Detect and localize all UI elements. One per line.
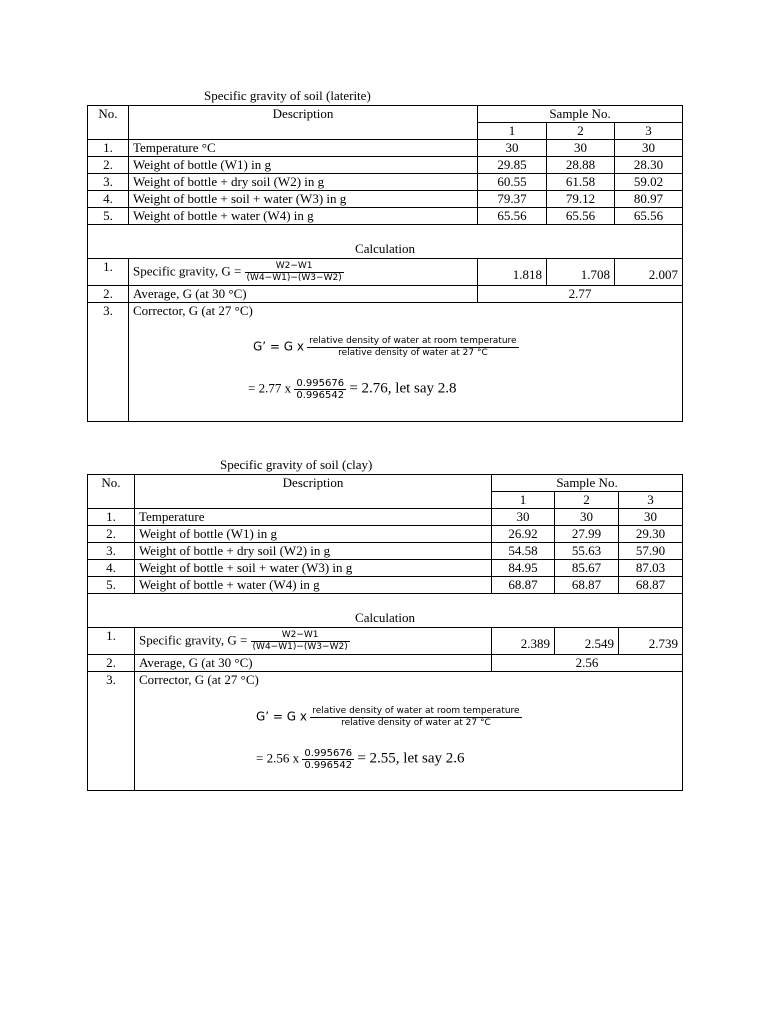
calc-row <box>88 628 683 655</box>
fraction-denominator: (W4−W1)−(W3−W2) <box>252 641 348 652</box>
row-value-2: 28.88 <box>547 157 615 174</box>
density-ratio-fraction <box>307 336 518 359</box>
calc-no: 1. <box>88 259 129 286</box>
table-row <box>88 208 683 225</box>
header-sample-2: 2 <box>547 123 615 140</box>
row-value-3: 30 <box>615 140 683 157</box>
calc-no: 3. <box>88 303 129 422</box>
row-no: 1. <box>88 509 135 526</box>
calc-label: Specific gravity, G = <box>139 631 248 647</box>
calc-row <box>88 672 683 791</box>
table-title: Specific gravity of soil (laterite) <box>204 88 371 103</box>
fraction-numerator: 0.995676 <box>304 748 353 759</box>
row-no: 2. <box>88 157 129 174</box>
specific-gravity-formula <box>135 628 492 655</box>
row-description: Weight of bottle + water (W4) in g <box>129 208 478 225</box>
fraction-denominator: relative density of water at 27 °C <box>338 348 488 358</box>
gravity-value-1: 2.389 <box>492 628 555 655</box>
formula-lhs: G’ = G x <box>256 709 308 724</box>
header-sample-no: Sample No. <box>492 475 683 492</box>
average-value: 2.77 <box>478 286 683 303</box>
calc-row <box>88 259 683 286</box>
row-description: Temperature °C <box>129 140 478 157</box>
row-value-2: 30 <box>555 509 619 526</box>
row-description: Weight of bottle + soil + water (W3) in g <box>129 191 478 208</box>
fraction-numerator: relative density of water at room temperature <box>309 336 517 346</box>
gravity-value-3: 2.739 <box>619 628 683 655</box>
calc-no: 2. <box>88 655 135 672</box>
row-value-2: 30 <box>547 140 615 157</box>
header-sample-3: 3 <box>619 492 683 509</box>
corrector-label: Corrector, G (at 27 °C) <box>135 672 683 791</box>
row-value-2: 68.87 <box>555 577 619 594</box>
result-prefix: = 2.56 x <box>256 750 300 766</box>
corrector-formula <box>253 336 519 359</box>
average-value: 2.56 <box>492 655 683 672</box>
table-row <box>88 157 683 174</box>
row-value-3: 28.30 <box>615 157 683 174</box>
result-value: = 2.55, let say 2.6 <box>357 750 465 767</box>
header-sample-1: 1 <box>478 123 547 140</box>
row-value-3: 57.90 <box>619 543 683 560</box>
row-description: Temperature <box>135 509 492 526</box>
table-row <box>88 140 683 157</box>
calc-row <box>88 303 683 422</box>
gravity-value-2: 1.708 <box>547 259 615 286</box>
row-value-1: 84.95 <box>492 560 555 577</box>
table-title: Specific gravity of soil (clay) <box>220 457 373 472</box>
row-value-3: 80.97 <box>615 191 683 208</box>
calculation-heading: Calculation <box>88 225 683 259</box>
row-value-1: 29.85 <box>478 157 547 174</box>
header-no: No. <box>88 475 135 509</box>
row-description: Weight of bottle + water (W4) in g <box>135 577 492 594</box>
row-description: Weight of bottle (W1) in g <box>129 157 478 174</box>
fraction-denominator: (W4−W1)−(W3−W2) <box>246 272 342 283</box>
fraction-denominator: relative density of water at 27 °C <box>341 718 491 728</box>
result-prefix: = 2.77 x <box>248 380 292 396</box>
formula-lhs: G’ = G x <box>253 339 305 354</box>
table-row <box>88 560 683 577</box>
row-value-2: 85.67 <box>555 560 619 577</box>
header-no: No. <box>88 106 129 140</box>
fraction-denominator: 0.996542 <box>304 760 353 771</box>
row-value-2: 61.58 <box>547 174 615 191</box>
table-row <box>88 577 683 594</box>
table-row <box>88 191 683 208</box>
row-no: 5. <box>88 577 135 594</box>
corrector-result <box>256 748 465 771</box>
row-value-2: 27.99 <box>555 526 619 543</box>
header-sample-1: 1 <box>492 492 555 509</box>
row-no: 4. <box>88 191 129 208</box>
row-value-2: 65.56 <box>547 208 615 225</box>
table-row <box>88 543 683 560</box>
table-row <box>88 174 683 191</box>
calc-row <box>88 655 683 672</box>
row-value-1: 79.37 <box>478 191 547 208</box>
calc-no: 2. <box>88 286 129 303</box>
corrector-result <box>248 378 457 401</box>
calc-no: 3. <box>88 672 135 791</box>
calc-label: Average, G (at 30 °C) <box>135 655 492 672</box>
table-row <box>88 526 683 543</box>
calc-no: 1. <box>88 628 135 655</box>
specific-gravity-formula <box>129 259 478 286</box>
calc-label: Specific gravity, G = <box>133 262 242 278</box>
row-value-1: 30 <box>478 140 547 157</box>
header-sample-2: 2 <box>555 492 619 509</box>
row-value-1: 65.56 <box>478 208 547 225</box>
table-row <box>88 509 683 526</box>
density-value-fraction <box>302 748 354 771</box>
clay-table <box>87 474 683 791</box>
header-description: Description <box>135 475 492 509</box>
row-value-2: 55.63 <box>555 543 619 560</box>
header-sample-3: 3 <box>615 123 683 140</box>
row-no: 2. <box>88 526 135 543</box>
gravity-fraction <box>245 261 344 284</box>
gravity-fraction <box>251 630 350 653</box>
row-value-3: 59.02 <box>615 174 683 191</box>
row-value-1: 26.92 <box>492 526 555 543</box>
row-no: 5. <box>88 208 129 225</box>
fraction-numerator: relative density of water at room temperature <box>312 706 520 716</box>
density-value-fraction <box>294 378 346 401</box>
corrector-formula <box>256 706 522 729</box>
row-value-2: 79.12 <box>547 191 615 208</box>
row-value-3: 87.03 <box>619 560 683 577</box>
row-no: 1. <box>88 140 129 157</box>
gravity-value-3: 2.007 <box>615 259 683 286</box>
fraction-numerator: W2−W1 <box>251 630 350 642</box>
fraction-denominator: 0.996542 <box>296 390 345 401</box>
row-description: Weight of bottle + dry soil (W2) in g <box>129 174 478 191</box>
laterite-section <box>87 86 682 426</box>
fraction-numerator: 0.995676 <box>296 378 345 389</box>
result-value: = 2.76, let say 2.8 <box>349 380 457 397</box>
laterite-table <box>87 105 683 422</box>
gravity-value-1: 1.818 <box>478 259 547 286</box>
row-description: Weight of bottle + dry soil (W2) in g <box>135 543 492 560</box>
calc-label: Average, G (at 30 °C) <box>129 286 478 303</box>
gravity-value-2: 2.549 <box>555 628 619 655</box>
fraction-numerator: W2−W1 <box>245 261 344 273</box>
row-description: Weight of bottle + soil + water (W3) in g <box>135 560 492 577</box>
row-value-3: 65.56 <box>615 208 683 225</box>
row-value-1: 68.87 <box>492 577 555 594</box>
row-description: Weight of bottle (W1) in g <box>135 526 492 543</box>
row-no: 4. <box>88 560 135 577</box>
row-no: 3. <box>88 543 135 560</box>
row-value-1: 60.55 <box>478 174 547 191</box>
row-value-1: 30 <box>492 509 555 526</box>
corrector-label: Corrector, G (at 27 °C) <box>129 303 683 422</box>
header-sample-no: Sample No. <box>478 106 683 123</box>
calculation-heading: Calculation <box>88 594 683 628</box>
row-value-3: 68.87 <box>619 577 683 594</box>
header-description: Description <box>129 106 478 140</box>
row-value-3: 29.30 <box>619 526 683 543</box>
density-ratio-fraction <box>310 706 521 729</box>
calc-row <box>88 286 683 303</box>
row-no: 3. <box>88 174 129 191</box>
clay-section <box>87 456 682 796</box>
row-value-1: 54.58 <box>492 543 555 560</box>
row-value-3: 30 <box>619 509 683 526</box>
